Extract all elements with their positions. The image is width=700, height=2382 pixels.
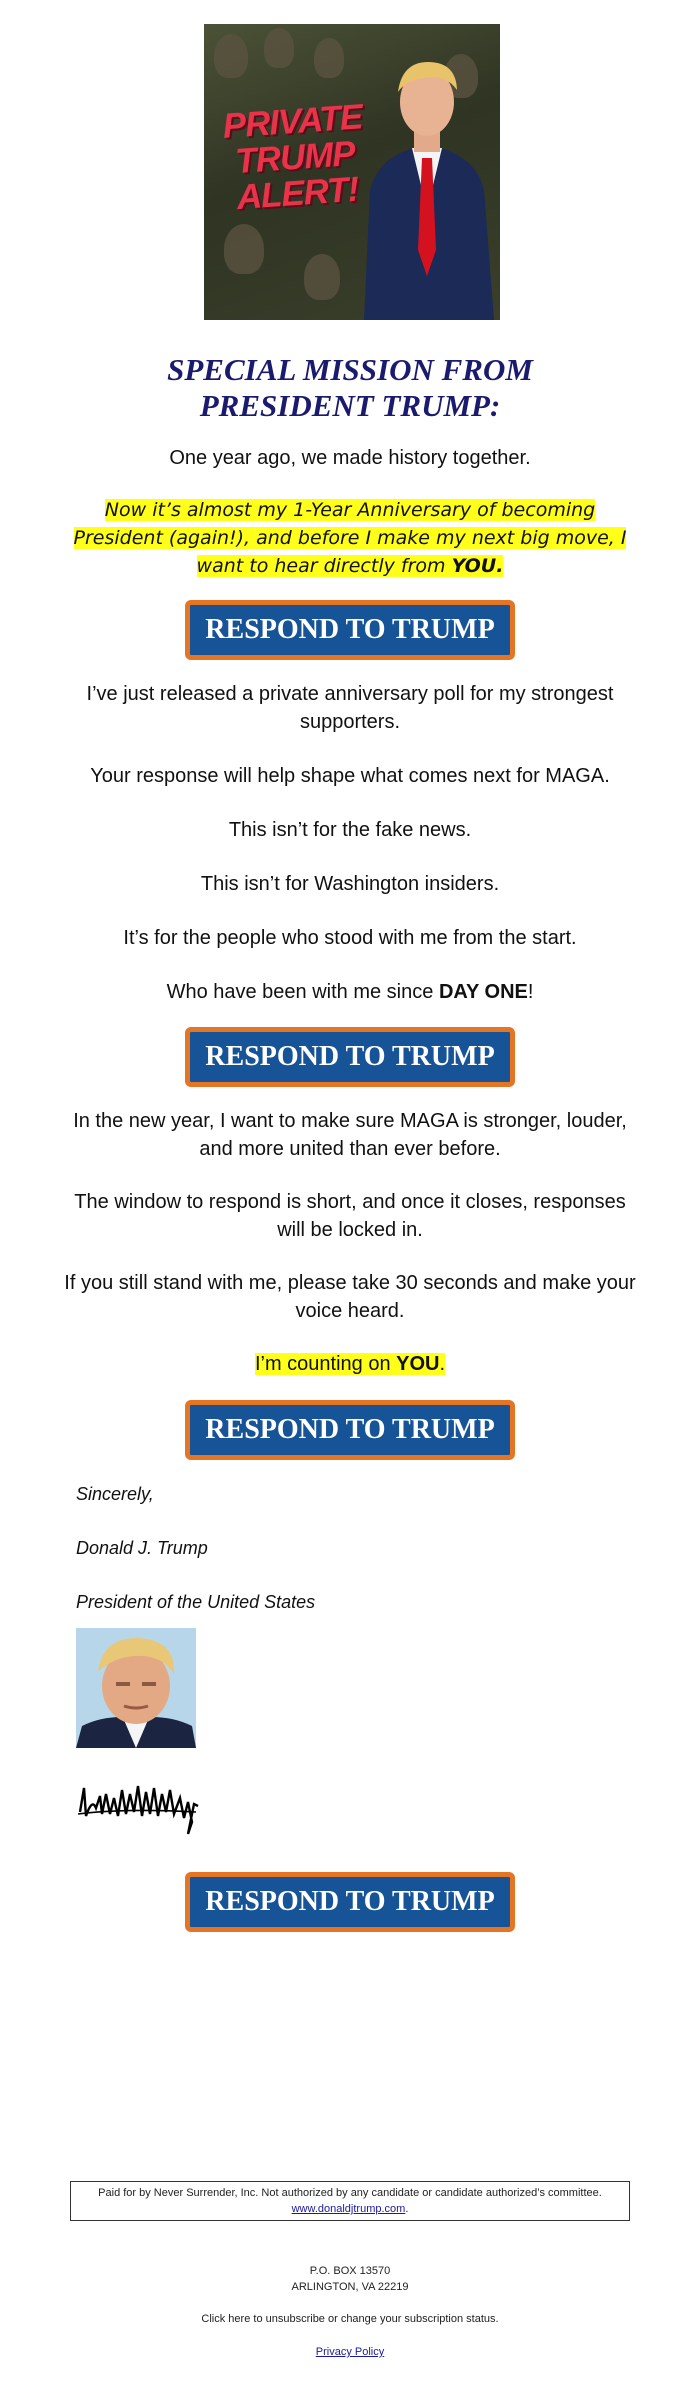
city-address: ARLINGTON, VA 22219 [291, 2281, 409, 2293]
respond-button-3[interactable]: RESPOND TO TRUMP [185, 1400, 515, 1460]
signoff-role: President of the United States [76, 1592, 316, 1612]
page-title: SPECIAL MISSION FROM PRESIDENT TRUMP: [167, 352, 533, 423]
privacy-policy [60, 2344, 640, 2360]
counting-on-you: I’m counting on YOU. [254, 1353, 446, 1375]
signoff-name: Donald J. Trump [76, 1538, 208, 1558]
president-signature [76, 1768, 200, 1838]
intro-text: One year ago, we made history together. [169, 447, 531, 469]
signoff-sincerely: Sincerely, [76, 1484, 154, 1504]
highlighted-intro: Now it’s almost my 1-Year Anniversary of becoming President (again!), and before I make my next big move, I want to hear directly from YOU. [73, 499, 627, 577]
body-paragraph: In the new year, I want to make sure MAGA is stronger, louder, and more united than ever before. [73, 1110, 627, 1160]
background-figure [264, 28, 294, 68]
respond-button-4[interactable]: RESPOND TO TRUMP [185, 1872, 515, 1932]
background-figure [304, 254, 340, 300]
body-paragraph: If you still stand with me, please take 30 seconds and make your voice heard. [64, 1272, 636, 1322]
body-paragraph: The window to respond is short, and once it closes, responses will be locked in. [74, 1191, 626, 1241]
paid-for-text: Paid for by Never Surrender, Inc. Not authorized by any candidate or candidate authorized’s committee. [98, 2187, 602, 2199]
website-link[interactable]: www.donaldjtrump.com [291, 2203, 406, 2215]
respond-button-1[interactable]: RESPOND TO TRUMP [185, 600, 515, 660]
background-figure [214, 34, 248, 78]
po-box: P.O. BOX 13570 [309, 2265, 391, 2277]
unsubscribe-link[interactable]: Click here to unsubscribe or change your subscription status. [201, 2313, 499, 2325]
privacy-policy-link[interactable]: Privacy Policy [315, 2346, 385, 2358]
body-paragraph: It’s for the people who stood with me from the start. [123, 927, 577, 949]
body-paragraph: Your response will help shape what comes next for MAGA. [90, 765, 610, 787]
hero-image[interactable] [204, 24, 500, 320]
body-paragraph: Who have been with me since DAY ONE! [166, 981, 534, 1003]
hero-image-text: PRIVATE TRUMP ALERT! [221, 97, 364, 218]
body-paragraph: This isn’t for Washington insiders. [200, 873, 500, 895]
body-paragraph: I’ve just released a private anniversary poll for my strongest supporters. [86, 683, 614, 733]
president-portrait [76, 1628, 196, 1748]
body-paragraph: This isn’t for the fake news. [228, 819, 472, 841]
respond-button-2[interactable]: RESPOND TO TRUMP [185, 1027, 515, 1087]
background-figure [224, 224, 264, 274]
background-figure [314, 38, 344, 78]
disclaimer-box: Paid for by Never Surrender, Inc. Not authorized by any candidate or candidate authorized’s committee. www.donaldjtrump.com. [70, 2181, 630, 2221]
